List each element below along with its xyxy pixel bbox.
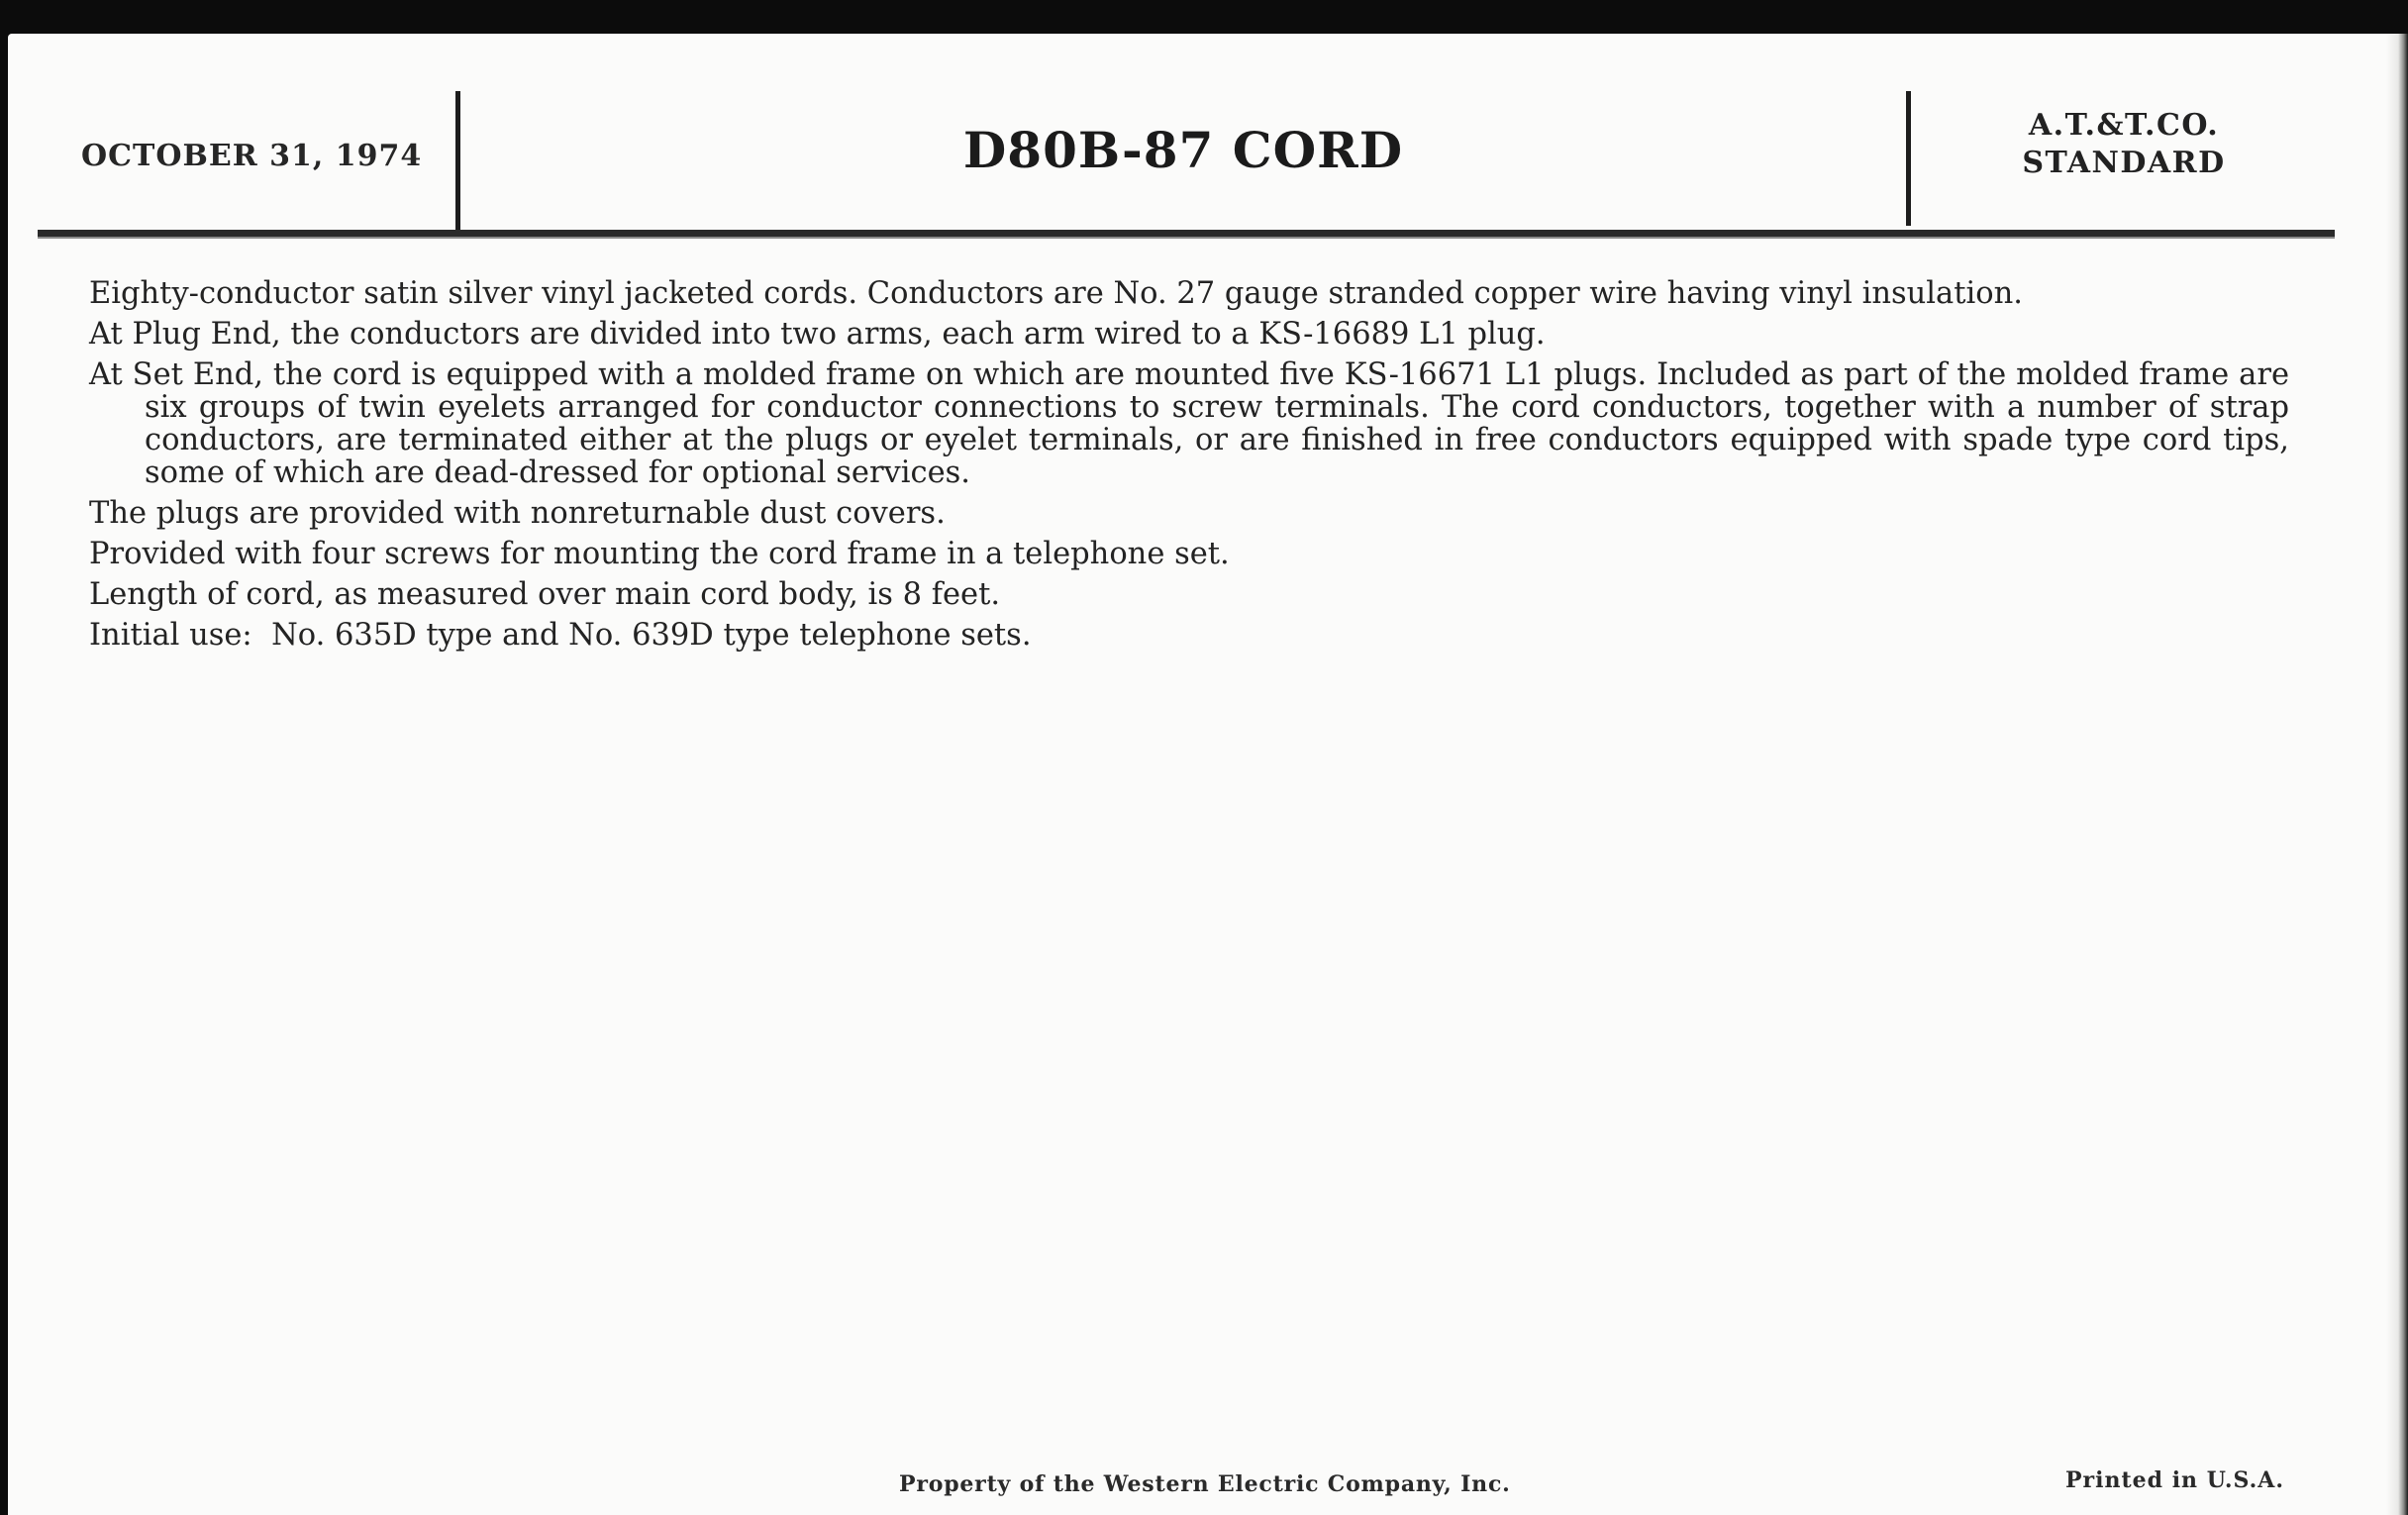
paragraph-screws: Provided with four screws for mounting the cord frame in a telephone set. [89,537,1230,571]
header-divider-right [1906,91,1911,226]
standard-label: STANDARD [2022,146,2226,180]
property-notice: Property of the Western Electric Company, Inc. [899,1471,1511,1497]
paragraph-conductors: Eighty-conductor satin silver vinyl jacketed cords. Conductors are No. 27 gauge stranded copper wire having vinyl insulation. [89,276,2023,311]
document-title: D80B-87 CORD [962,121,1404,179]
company-standard [1941,107,2307,182]
paragraph-plug-end: At Plug End, the conductors are divided into two arms, each arm wired to a KS-16689 L1 plug. [89,317,1546,352]
header-divider-left [455,91,460,230]
company-name: A.T.&T.CO. [2028,108,2220,143]
printed-notice: Printed in U.S.A. [2065,1467,2285,1493]
header-rule [38,230,2335,237]
paragraph-length: Length of cord, as measured over main cord body, is 8 feet. [89,577,1001,612]
paragraph-initial-use: Initial use: No. 635D type and No. 639D type telephone sets. [89,618,1032,653]
paragraph-dust-covers: The plugs are provided with nonreturnable dust covers. [89,496,946,531]
paragraph-set-end: At Set End, the cord is equipped with a molded frame on which are mounted five KS-16671 L1 plugs. Included as part of the molded frame are six groups of twin eyelets arranged for conductor connections to screw terminals. The cord conductors, together with a number of strap conductors, are terminated either at the plugs or eyelet terminals, or are finished in free conductors equipped with spade type cord tips, some of which are dead-dressed for optional services. [89,357,2289,490]
description-body [89,277,2289,659]
issue-date: OCTOBER 31, 1974 [81,139,423,173]
card-edge-shadow [2386,34,2408,1515]
document-card [8,34,2408,1515]
